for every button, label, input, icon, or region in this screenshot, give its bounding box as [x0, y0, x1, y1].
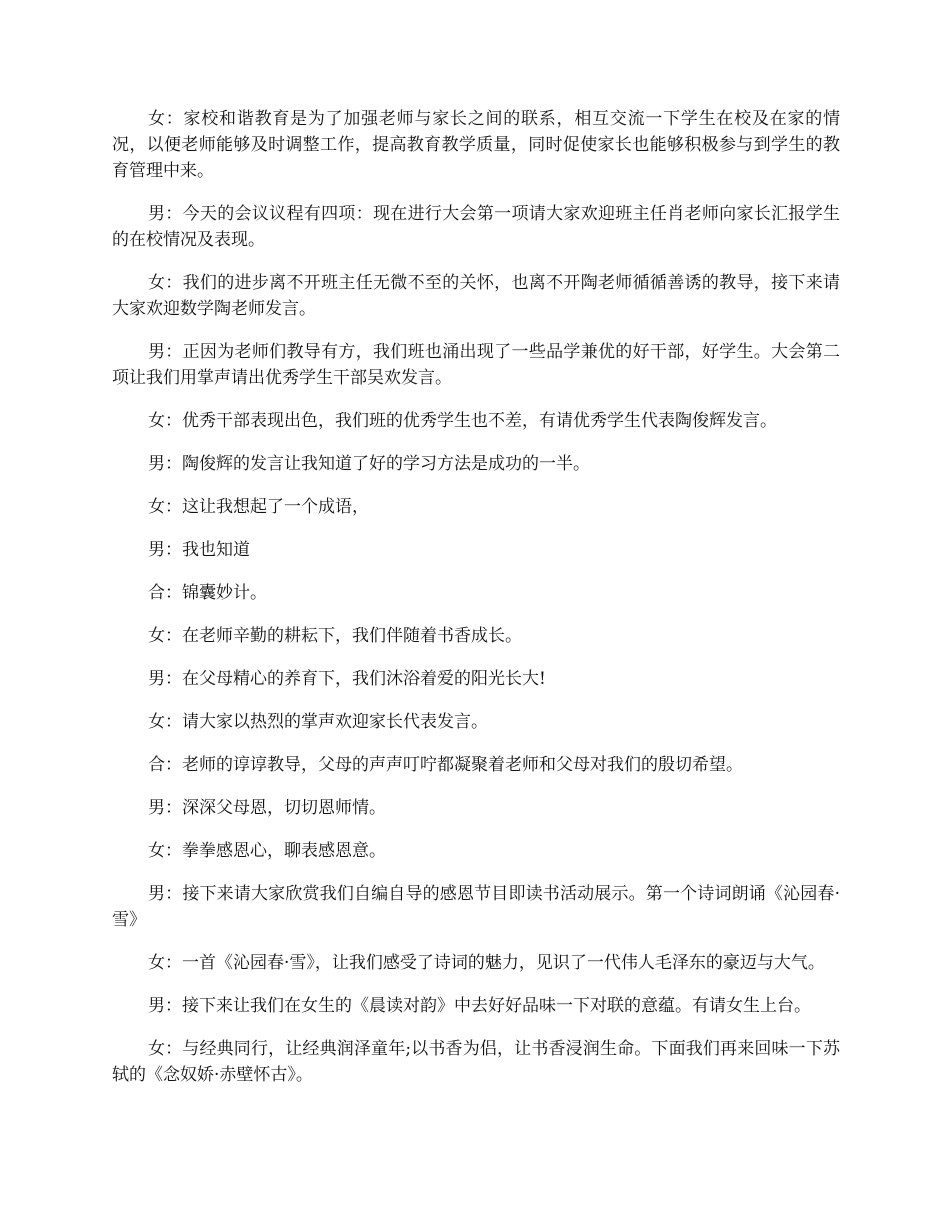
paragraph-1: 女：家校和谐教育是为了加强老师与家长之间的联系，相互交流一下学生在校及在家的情况，以便老师能够及时调整工作，提高教育教学质量，同时促使家长也能够积极参与到学生的教育管理中来。	[112, 109, 840, 181]
paragraph-6: 男：陶俊辉的发言让我知道了好的学习方法是成功的一半。	[148, 454, 590, 474]
paragraph-10: 女：在老师辛勤的耕耘下，我们伴随着书香成长。	[148, 626, 522, 646]
paragraph-15: 女：拳拳感恩心，聊表感恩意。	[148, 841, 386, 861]
paragraph-11: 男：在父母精心的养育下，我们沐浴着爱的阳光长大!	[148, 669, 546, 689]
paragraph-8: 男：我也知道	[148, 540, 250, 560]
paragraph-16: 男：接下来请大家欣赏我们自编自导的感恩节目即读书活动展示。第一个诗词朗诵《沁园春·雪》	[112, 884, 840, 930]
paragraph-5: 女：优秀干部表现出色，我们班的优秀学生也不差，有请优秀学生代表陶俊辉发言。	[148, 411, 777, 431]
document-page	[112, 106, 840, 1105]
paragraph-14: 男：深深父母恩，切切恩师情。	[148, 798, 386, 818]
paragraph-17: 女：一首《沁园春·雪》，让我们感受了诗词的魅力，见识了一代伟人毛泽东的豪迈与大气。	[148, 953, 825, 973]
paragraph-9: 合：锦囊妙计。	[148, 583, 267, 603]
paragraph-13: 合：老师的谆谆教导，父母的声声叮咛都凝聚着老师和父母对我们的殷切希望。	[148, 755, 743, 775]
paragraph-7: 女：这让我想起了一个成语，	[148, 497, 369, 517]
paragraph-18: 男：接下来让我们在女生的《晨读对韵》中去好好品味一下对联的意蕴。有请女生上台。	[148, 996, 811, 1016]
paragraph-2: 男：今天的会议议程有四项：现在进行大会第一项请大家欢迎班主任肖老师向家长汇报学生的在校情况及表现。	[112, 204, 840, 250]
paragraph-19: 女：与经典同行，让经典润泽童年;以书香为侣，让书香浸润生命。下面我们再来回味一下苏轼的《念奴娇·赤壁怀古》。	[112, 1039, 840, 1085]
paragraph-3: 女：我们的进步离不开班主任无微不至的关怀，也离不开陶老师循循善诱的教导，接下来请大家欢迎数学陶老师发言。	[112, 273, 840, 319]
paragraph-12: 女：请大家以热烈的掌声欢迎家长代表发言。	[148, 712, 488, 732]
paragraph-4: 男：正因为老师们教导有方，我们班也涌出现了一些品学兼优的好干部，好学生。大会第二项让我们用掌声请出优秀学生干部吴欢发言。	[112, 342, 840, 388]
